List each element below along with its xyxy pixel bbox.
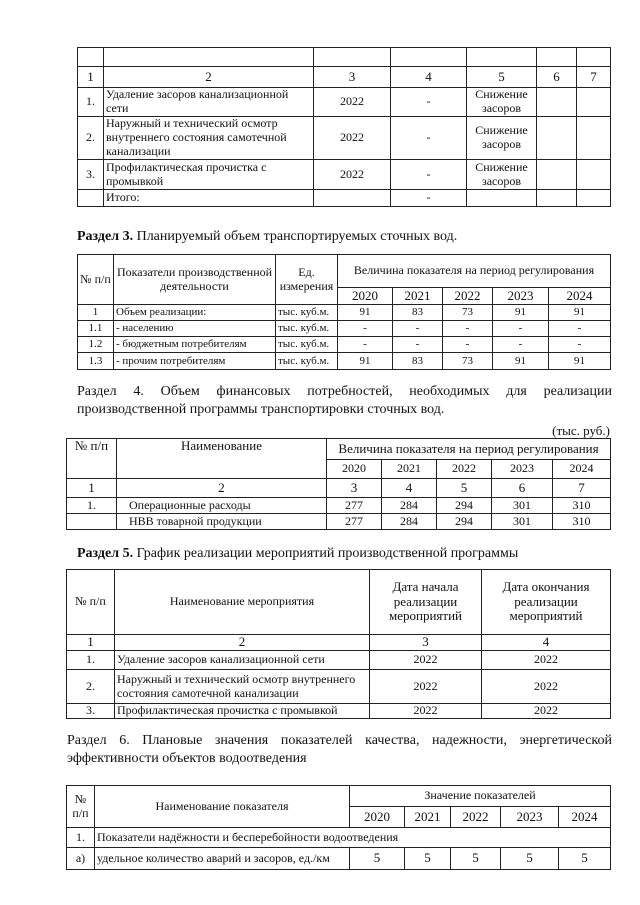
year-header: 2024 [553, 460, 611, 479]
cell: 3 [314, 67, 391, 88]
value-cell: 301 [492, 498, 553, 514]
year-cell: 2022 [314, 160, 391, 190]
indicator-name: удельное количество аварий и засоров, ед./км [95, 848, 350, 870]
header-number: № п/п [67, 786, 95, 828]
value-cell: 5 [350, 848, 405, 870]
value-cell: 73 [443, 305, 493, 321]
row-number: 1. [67, 651, 115, 670]
measure-name: Удаление засоров канализационной сети [115, 651, 370, 670]
cell: 5 [437, 479, 492, 498]
section-title: График реализации мероприятий производственной программы [136, 546, 519, 561]
row-number: 1. [67, 498, 117, 514]
expense-name: НВВ товарной продукции [117, 514, 327, 530]
section-title-line: эффективности объектов водоотведения [67, 750, 307, 766]
table-row [67, 670, 611, 704]
header-measure: Наименование мероприятия [115, 570, 370, 635]
cell: 2 [104, 67, 314, 88]
section-4-heading [77, 383, 612, 418]
year-header: 2022 [451, 807, 501, 828]
value-cell: - [549, 337, 611, 353]
year-header: 2024 [559, 807, 611, 828]
year-header: 2020 [350, 807, 405, 828]
table-row [78, 337, 611, 353]
header-indicator: Наименование показателя [95, 786, 350, 828]
row-number: 1. [67, 828, 95, 848]
header-start-date: Дата начала реализации мероприятий [370, 570, 482, 635]
effect-cell: Снижение засоров [467, 88, 537, 117]
row-number: 1 [78, 305, 114, 321]
header-number: № п/п [78, 255, 114, 305]
year-header: 2020 [327, 460, 382, 479]
row-number: 1. [78, 88, 104, 117]
end-date: 2022 [482, 670, 611, 704]
column-number-row [67, 635, 611, 651]
value-cell: 294 [437, 514, 492, 530]
section-title-line: Раздел 4. Объем финансовых потребностей, необходимых для реализации [77, 384, 612, 399]
section-label: Раздел 3. [77, 229, 134, 244]
value-cell: 91 [338, 305, 393, 321]
year-header: 2022 [437, 460, 492, 479]
section-5-heading [77, 545, 612, 563]
currency-unit-note: (тыс. руб.) [552, 423, 610, 438]
measures-table-continued [77, 47, 611, 207]
measure-name: Наружный и технический осмотр внутреннего состояния самотечной канализации [104, 117, 314, 160]
indicator-name: - прочим потребителям [114, 353, 276, 370]
header-end-date: Дата окончания реализации мероприятий [482, 570, 611, 635]
quality-indicators-table [66, 785, 611, 870]
table-row [78, 160, 611, 190]
value-cell: 5 [501, 848, 559, 870]
year-header: 2022 [443, 288, 493, 305]
value-cell: - [443, 321, 493, 337]
row-number: 1.2 [78, 337, 114, 353]
indicator-group-name: Показатели надёжности и бесперебойности водоотведения [95, 828, 611, 848]
table-row [67, 514, 611, 530]
value-cell: 5 [451, 848, 501, 870]
cell: 3 [327, 479, 382, 498]
year-header: 2024 [549, 288, 611, 305]
header-values: Значение показателей [350, 786, 611, 807]
value-cell: - [549, 321, 611, 337]
value-cell: 73 [443, 353, 493, 370]
table-row [78, 321, 611, 337]
transport-volume-table [77, 254, 611, 370]
table-row [78, 88, 611, 117]
year-header: 2021 [405, 807, 451, 828]
value-cell: - [338, 337, 393, 353]
end-date: 2022 [482, 651, 611, 670]
value-cell: 284 [382, 514, 437, 530]
value-cell: - [443, 337, 493, 353]
value-cell: - [391, 160, 467, 190]
total-label: Итого: [104, 190, 314, 207]
measure-name: Профилактическая прочистка с промывкой [115, 704, 370, 719]
start-date: 2022 [370, 704, 482, 719]
cell: 5 [467, 67, 537, 88]
table-row [78, 305, 611, 321]
row-number: 3. [78, 160, 104, 190]
measure-name: Удаление засоров канализационной сети [104, 88, 314, 117]
value-cell: 277 [327, 514, 382, 530]
indicator-name: Объем реализации: [114, 305, 276, 321]
header-name: Наименование [117, 439, 327, 479]
total-value: - [391, 190, 467, 207]
table-row [67, 498, 611, 514]
value-cell: - [391, 117, 467, 160]
value-cell: 310 [553, 514, 611, 530]
table-row [67, 848, 611, 870]
header-number: № п/п [67, 570, 115, 635]
start-date: 2022 [370, 651, 482, 670]
section-title-line: производственной программы транспортировки сточных вод. [77, 401, 445, 417]
header-indicator: Показатели производственной деятельности [114, 255, 276, 305]
value-cell: - [493, 321, 549, 337]
financial-needs-table [66, 438, 611, 530]
header-number: № п/п [67, 439, 117, 479]
row-number: 3. [67, 704, 115, 719]
schedule-table [66, 569, 611, 719]
value-cell: 5 [405, 848, 451, 870]
cell: 4 [482, 635, 611, 651]
row-number: а) [67, 848, 95, 870]
unit-cell: тыс. куб.м. [276, 337, 338, 353]
value-cell: 5 [559, 848, 611, 870]
indicator-name: - населению [114, 321, 276, 337]
header-period: Величина показателя на период регулирования [338, 255, 611, 288]
measure-name: Наружный и технический осмотр внутреннего состояния самотечной канализации [115, 670, 370, 704]
column-number-row [67, 479, 611, 498]
value-cell: 277 [327, 498, 382, 514]
unit-cell: тыс. куб.м. [276, 353, 338, 370]
expense-name: Операционные расходы [117, 498, 327, 514]
column-number-row [78, 67, 611, 88]
value-cell: 91 [549, 305, 611, 321]
value-cell: - [393, 321, 443, 337]
measure-name: Профилактическая прочистка с промывкой [104, 160, 314, 190]
table-row [67, 828, 611, 848]
table-blank-row [78, 48, 611, 67]
unit-cell: тыс. куб.м. [276, 321, 338, 337]
value-cell: 83 [393, 353, 443, 370]
value-cell: 91 [338, 353, 393, 370]
cell: 6 [492, 479, 553, 498]
cell: 1 [78, 67, 104, 88]
cell: 1 [67, 479, 117, 498]
value-cell: 91 [493, 305, 549, 321]
indicator-name: - бюджетным потребителям [114, 337, 276, 353]
table-row [67, 704, 611, 719]
cell: 7 [553, 479, 611, 498]
cell: 3 [370, 635, 482, 651]
row-number [67, 514, 117, 530]
value-cell: - [393, 337, 443, 353]
year-header: 2023 [492, 460, 553, 479]
value-cell: 91 [493, 353, 549, 370]
value-cell: 284 [382, 498, 437, 514]
year-header: 2020 [338, 288, 393, 305]
year-cell: 2022 [314, 88, 391, 117]
unit-cell: тыс. куб.м. [276, 305, 338, 321]
cell: 7 [577, 67, 611, 88]
end-date: 2022 [482, 704, 611, 719]
table-row [67, 651, 611, 670]
value-cell: 294 [437, 498, 492, 514]
table-row [78, 117, 611, 160]
value-cell: 310 [553, 498, 611, 514]
value-cell: - [338, 321, 393, 337]
year-cell: 2022 [314, 117, 391, 160]
cell: 1 [67, 635, 115, 651]
section-3-heading [77, 228, 612, 246]
year-header: 2023 [493, 288, 549, 305]
cell: 6 [537, 67, 577, 88]
value-cell: 83 [393, 305, 443, 321]
value-cell: 91 [549, 353, 611, 370]
year-header: 2023 [501, 807, 559, 828]
effect-cell: Снижение засоров [467, 117, 537, 160]
value-cell: 301 [492, 514, 553, 530]
section-6-heading [67, 732, 612, 767]
header-period: Величина показателя на период регулирования [327, 439, 611, 460]
section-title: Планируемый объем транспортируемых сточных вод. [136, 229, 458, 244]
section-title-line: Раздел 6. Плановые значения показателей качества, надежности, энергетической [67, 733, 612, 748]
cell: 4 [382, 479, 437, 498]
value-cell: - [493, 337, 549, 353]
year-header: 2021 [393, 288, 443, 305]
year-header: 2021 [382, 460, 437, 479]
row-number: 2. [78, 117, 104, 160]
value-cell: - [391, 88, 467, 117]
total-row [78, 190, 611, 207]
cell: 2 [117, 479, 327, 498]
cell: 2 [115, 635, 370, 651]
header-unit: Ед. измерения [276, 255, 338, 305]
effect-cell: Снижение засоров [467, 160, 537, 190]
start-date: 2022 [370, 670, 482, 704]
section-label: Раздел 5. [77, 546, 134, 561]
row-number: 2. [67, 670, 115, 704]
row-number: 1.1 [78, 321, 114, 337]
table-row [78, 353, 611, 370]
cell: 4 [391, 67, 467, 88]
row-number: 1.3 [78, 353, 114, 370]
